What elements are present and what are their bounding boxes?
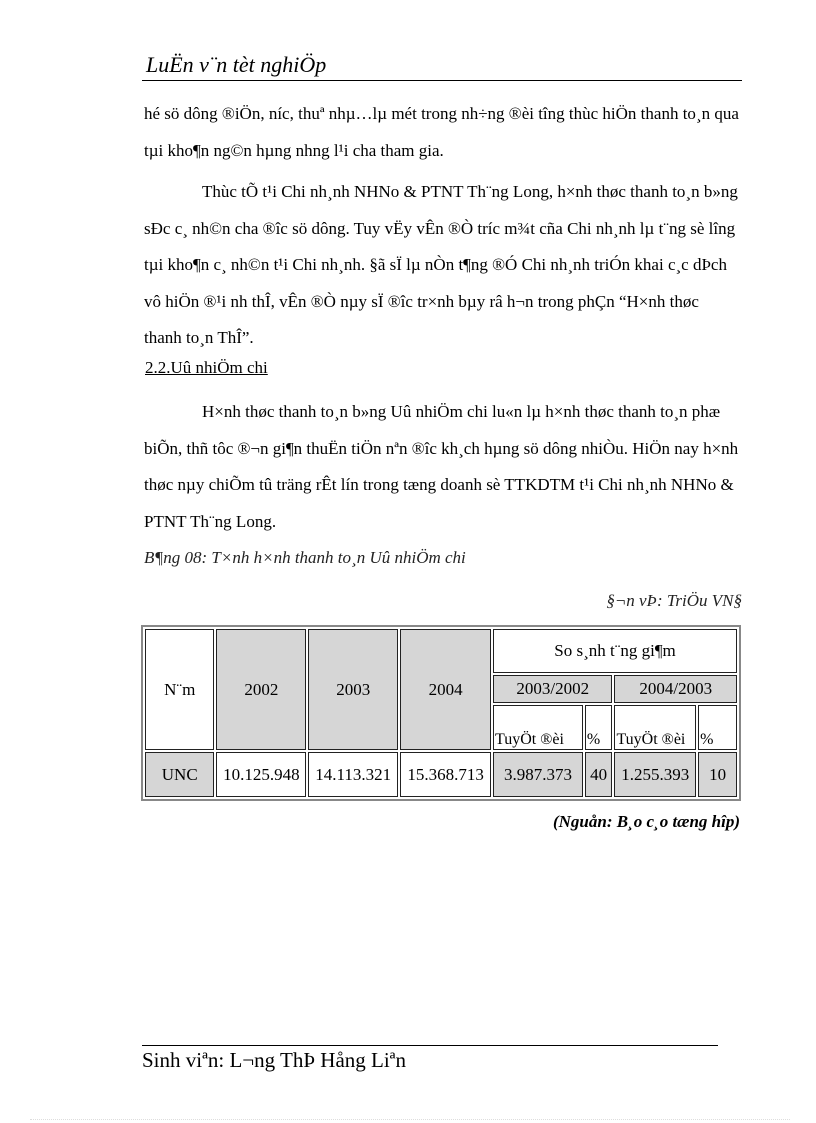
table-source: (Nguån: B¸o c¸o tæng hîp) <box>552 812 740 831</box>
year-header-cell: N¨m <box>145 629 214 750</box>
page-header-title: LuËn v¨n tèt nghiÖp <box>146 52 327 77</box>
value-2003-cell: 14.113.321 <box>308 752 398 797</box>
comparison-header: So s¸nh t¨ng gi¶m <box>493 629 737 673</box>
table-row <box>145 752 737 797</box>
year-2003-header: 2003 <box>308 629 398 750</box>
paragraph-1: hé sö dông ®iÖn, níc, thuª nhµ…lµ mét trong nh÷ng ®èi tîng thùc hiÖn thanh to¸n qua tµi kho¶n ng©n hµng nhng l¹i cha tham gia. <box>144 104 739 160</box>
percent-change-header-1: % <box>585 705 613 750</box>
row-label-cell: UNC <box>145 752 214 797</box>
percent-change-header-2: % <box>698 705 737 750</box>
paragraph-3: H×nh thøc thanh to¸n b»ng Uû nhiÖm chi lu«n lµ h×nh thøc thanh to¸n phæ biÕn, thñ tôc ®¬n gi¶n thuËn tiÖn nªn ®îc kh¸ch hµng sö dông nhiÒu. HiÖn nay h×nh thøc nµy chiÕm tû träng rÊt lín trong tæng doanh sè TTKDTM t¹i Chi nh¸nh NHNo & PTNT Th¨ng Long. <box>144 402 739 531</box>
period-2004-2003-header: 2004/2003 <box>614 675 737 704</box>
page-bottom-dotted-line <box>30 1119 790 1120</box>
percent-change-cell-1: 40 <box>585 752 613 797</box>
footer-divider <box>142 1045 718 1046</box>
absolute-change-cell-2: 1.255.393 <box>614 752 696 797</box>
data-table <box>141 625 741 801</box>
absolute-change-header-1: TuyÖt ®èi <box>493 705 583 750</box>
absolute-change-cell-1: 3.987.373 <box>493 752 583 797</box>
paragraph-2: Thùc tÕ t¹i Chi nh¸nh NHNo & PTNT Th¨ng Long, h×nh thøc thanh to¸n b»ng sÐc c¸ nh©n cha ®îc sö dông. Tuy vËy vÊn ®Ò tríc m¾t cña Chi nh¸nh lµ t¨ng sè lîng tµi kho¶n c¸ nh©n t¹i Chi nh¸nh. §ã sÏ lµ nÒn t¶ng ®Ó Chi nh¸nh triÓn khai c¸c dÞch vô hiÖn ®¹i nh thÎ, vÊn ®Ò nµy sÏ ®îc tr×nh bµy râ h¬n trong phÇn “H×nh thøc thanh to¸n ThÎ”. <box>144 182 738 347</box>
value-2002-cell: 10.125.948 <box>216 752 306 797</box>
table-caption: B¶ng 08: T×nh h×nh thanh to¸n Uû nhiÖm chi <box>144 548 466 567</box>
percent-change-cell-2: 10 <box>698 752 737 797</box>
footer-author: Sinh viªn: L¬ng ThÞ Hång Liªn <box>142 1048 406 1072</box>
absolute-change-header-2: TuyÖt ®èi <box>614 705 696 750</box>
table-unit: §¬n vÞ: TriÖu VN§ <box>606 591 742 610</box>
value-2004-cell: 15.368.713 <box>400 752 491 797</box>
header-divider <box>142 80 742 81</box>
section-heading: 2.2.Uû nhiÖm chi <box>145 358 268 377</box>
period-2003-2002-header: 2003/2002 <box>493 675 612 704</box>
year-2004-header: 2004 <box>400 629 491 750</box>
year-2002-header: 2002 <box>216 629 306 750</box>
